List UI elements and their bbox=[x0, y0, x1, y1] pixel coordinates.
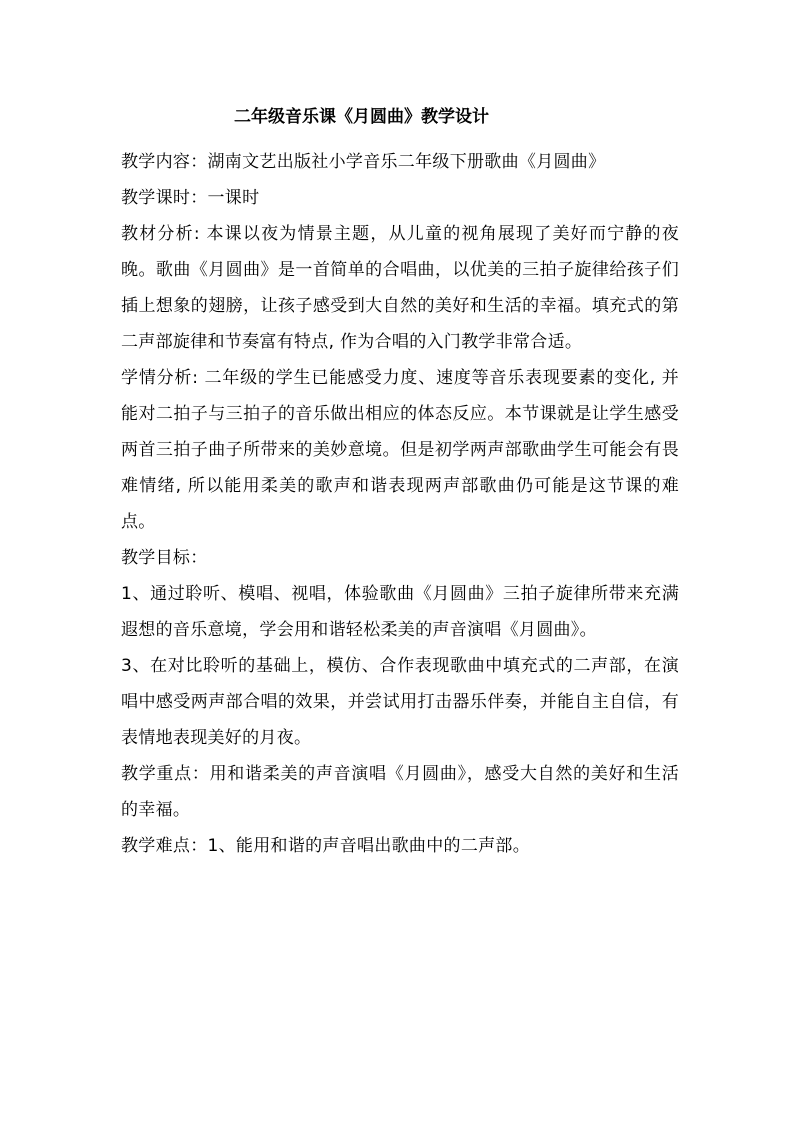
teaching-goal-1: 1、通过聆听、模唱、视唱，体验歌曲《月圆曲》三拍子旋律所带来充满遐想的音乐意境，学会用和谐轻松柔美的声音演唱《月圆曲》。 bbox=[121, 584, 679, 640]
student-analysis-paragraph: 学情分析: 二年级的学生已能感受力度、速度等音乐表现要素的变化, 并能对二拍子与三拍子的音乐做出相应的体态反应。本节课就是让学生感受两首三拍子曲子所带来的美妙意境。但是初学两声部歌曲学生可能会有畏难情绪, 所以能用柔美的歌声和谐表现两声部歌曲仍可能是这节课的难点。 bbox=[121, 368, 679, 532]
material-analysis-paragraph: 教材分析: 本课以夜为情景主题，从儿童的视角展现了美好而宁静的夜晚。歌曲《月圆曲》是一首简单的合唱曲，以优美的三拍子旋律给孩子们插上想象的翅膀，让孩子感受到大自然的美好和生活的幸福。填充式的第二声部旋律和节奏富有特点, 作为合唱的入门教学非常合适。 bbox=[121, 224, 679, 352]
document-title: 二年级音乐课《月圆曲》教学设计 bbox=[234, 107, 489, 127]
teaching-difficulties: 教学难点：1、能用和谐的声音唱出歌曲中的二声部。 bbox=[121, 836, 531, 856]
document-body bbox=[121, 144, 679, 864]
class-hours-paragraph: 教学课时：一课时 bbox=[121, 188, 260, 208]
teaching-goal-3: 3、在对比聆听的基础上，模仿、合作表现歌曲中填充式的二声部，在演唱中感受两声部合唱的效果，并尝试用打击器乐伴奏，并能自主自信，有表情地表现美好的月夜。 bbox=[121, 656, 679, 748]
teaching-goals-heading: 教学目标： bbox=[121, 548, 208, 568]
teaching-key-points: 教学重点：用和谐柔美的声音演唱《月圆曲》，感受大自然的美好和生活的幸福。 bbox=[121, 764, 679, 820]
teaching-content-paragraph: 教学内容：湖南文艺出版社小学音乐二年级下册歌曲《月圆曲》 bbox=[121, 152, 606, 172]
